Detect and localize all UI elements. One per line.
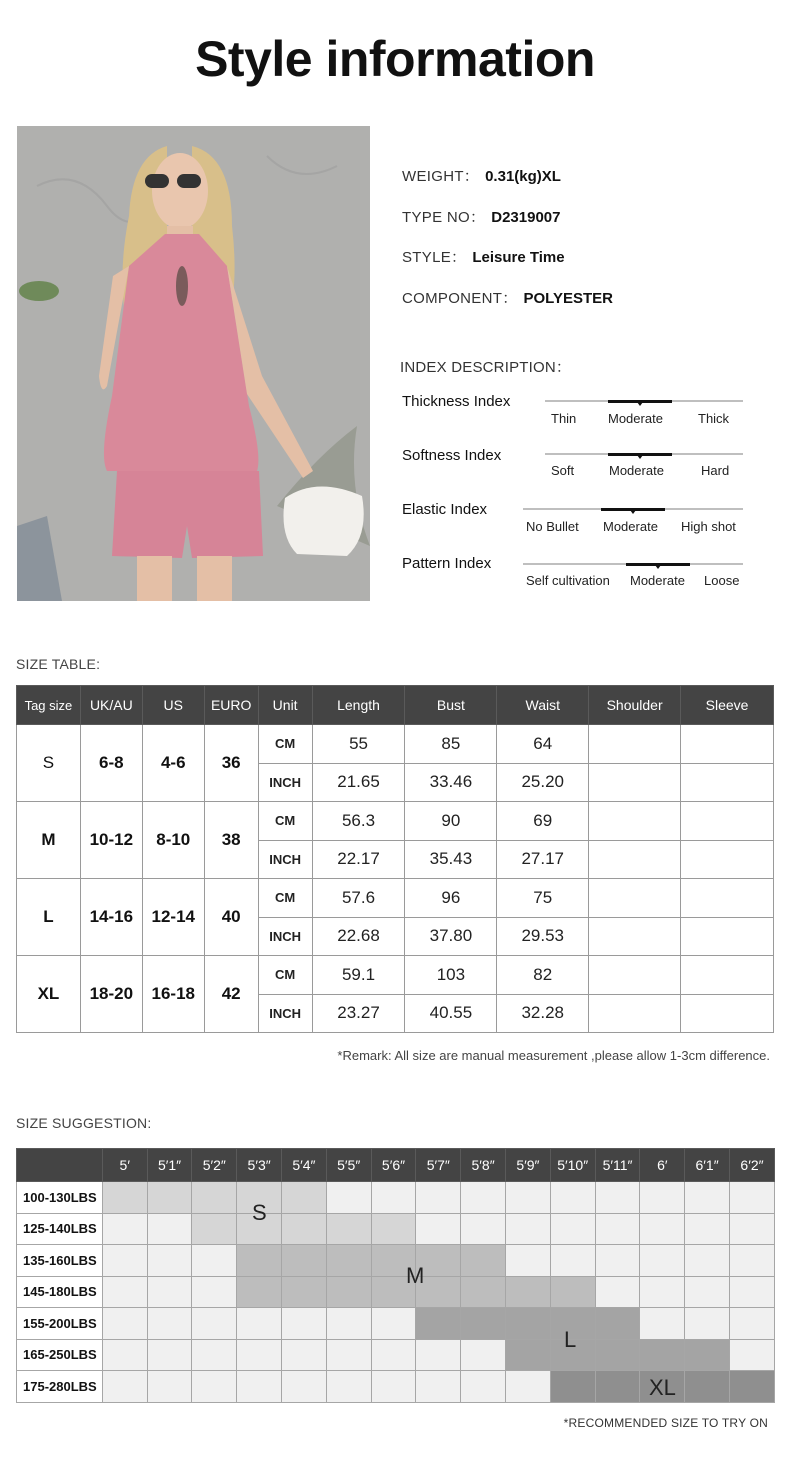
spec-component — [402, 287, 613, 308]
table-row — [17, 802, 774, 841]
softness-option: Soft — [551, 463, 575, 478]
grid-cell — [147, 1213, 192, 1245]
euro-size: 42 — [204, 956, 258, 1033]
sleeve-value — [681, 725, 774, 764]
height-header-row — [17, 1149, 775, 1182]
thickness-option: Thick — [698, 411, 730, 426]
height-header: 5′2″ — [192, 1149, 237, 1182]
grid-cell-s — [192, 1213, 237, 1245]
unit: CM — [258, 879, 312, 918]
unit: INCH — [258, 840, 312, 879]
grid-cell — [595, 1213, 640, 1245]
height-header: 5′10″ — [550, 1149, 595, 1182]
page-title: Style information — [195, 31, 595, 87]
height-header: 5′3″ — [237, 1149, 282, 1182]
column-header: UK/AU — [80, 686, 142, 725]
elastic-selected-marker — [601, 508, 665, 511]
grid-cell — [282, 1339, 327, 1371]
column-header: EURO — [204, 686, 258, 725]
grid-cell-m — [282, 1276, 327, 1308]
grid-cell — [595, 1276, 640, 1308]
height-header: 5′6″ — [371, 1149, 416, 1182]
grid-cell — [640, 1276, 685, 1308]
grid-cell-xl — [550, 1371, 595, 1403]
weight-label: 145-180LBS — [17, 1276, 103, 1308]
waist-value: 69 — [497, 802, 589, 841]
sleeve-value — [681, 840, 774, 879]
grid-cell — [461, 1182, 506, 1214]
grid-cell — [685, 1213, 730, 1245]
shoulder-value — [589, 725, 681, 764]
waist-value: 27.17 — [497, 840, 589, 879]
grid-cell-m — [237, 1245, 282, 1277]
sleeve-value — [681, 879, 774, 918]
grid-cell — [506, 1182, 551, 1214]
thickness-option: Thin — [551, 411, 577, 426]
shoulder-value — [589, 956, 681, 995]
grid-cell — [102, 1308, 147, 1340]
grid-cell-m — [506, 1276, 551, 1308]
bust-value: 40.55 — [405, 994, 497, 1033]
grid-cell-xl — [685, 1371, 730, 1403]
height-header: 5′ — [102, 1149, 147, 1182]
grid-cell — [640, 1213, 685, 1245]
grid-cell — [102, 1245, 147, 1277]
pattern-selected-marker — [626, 563, 690, 566]
size-table-header-row — [17, 686, 774, 725]
grid-cell — [506, 1245, 551, 1277]
uk-size: 10-12 — [80, 802, 142, 879]
grid-cell — [685, 1182, 730, 1214]
spec-key: COMPONENT： — [402, 290, 518, 307]
euro-size: 36 — [204, 725, 258, 802]
us-size: 12-14 — [142, 879, 204, 956]
column-header: Shoulder — [589, 686, 681, 725]
grid-cell — [102, 1213, 147, 1245]
recommendation-footnote: *RECOMMENDED SIZE TO TRY ON — [563, 1416, 768, 1430]
length-value: 55 — [312, 725, 405, 764]
grid-cell-l — [685, 1339, 730, 1371]
zone-label-xl: XL — [649, 1375, 676, 1400]
unit: INCH — [258, 763, 312, 802]
grid-cell — [371, 1308, 416, 1340]
length-value: 21.65 — [312, 763, 405, 802]
weight-label: 100-130LBS — [17, 1182, 103, 1214]
grid-cell-s — [192, 1182, 237, 1214]
elastic-option: High shot — [681, 519, 736, 534]
column-header: Bust — [405, 686, 497, 725]
column-header: Unit — [258, 686, 312, 725]
spec-value: D2319007 — [491, 209, 561, 226]
softness-option: Hard — [701, 463, 730, 478]
pattern-option: Moderate — [630, 573, 685, 588]
table-row — [17, 725, 774, 764]
shoulder-value — [589, 879, 681, 918]
spec-key: STYLE： — [402, 249, 467, 266]
uk-size: 6-8 — [80, 725, 142, 802]
grid-cell — [416, 1213, 461, 1245]
shoulder-value — [589, 840, 681, 879]
zone-label-s: S — [252, 1200, 267, 1225]
height-header: 6′1″ — [685, 1149, 730, 1182]
size-suggestion-grid — [16, 1148, 775, 1403]
height-header: 5′5″ — [326, 1149, 371, 1182]
column-header: Waist — [497, 686, 589, 725]
bust-value: 37.80 — [405, 917, 497, 956]
shoulder-value — [589, 763, 681, 802]
spec-style — [402, 246, 565, 267]
tag-size: XL — [17, 956, 81, 1033]
grid-cell-l — [416, 1308, 461, 1340]
length-value: 22.68 — [312, 917, 405, 956]
height-header: 5′8″ — [461, 1149, 506, 1182]
unit: CM — [258, 725, 312, 764]
weight-label: 165-250LBS — [17, 1339, 103, 1371]
length-value: 23.27 — [312, 994, 405, 1033]
weight-row — [17, 1213, 775, 1245]
spec-type-no — [402, 206, 560, 227]
grid-cell — [640, 1182, 685, 1214]
grid-cell — [685, 1276, 730, 1308]
grid-cell — [192, 1371, 237, 1403]
grid-cell — [730, 1276, 775, 1308]
grid-cell — [506, 1213, 551, 1245]
grid-cell-s — [371, 1213, 416, 1245]
spec-weight — [402, 165, 561, 186]
grid-cell-s — [147, 1182, 192, 1214]
waist-value: 75 — [497, 879, 589, 918]
zone-label-m: M — [406, 1263, 425, 1288]
weight-row — [17, 1245, 775, 1277]
grid-cell — [192, 1339, 237, 1371]
grid-cell — [730, 1213, 775, 1245]
weight-row — [17, 1308, 775, 1340]
grid-cell-s — [102, 1182, 147, 1214]
weight-label: 135-160LBS — [17, 1245, 103, 1277]
grid-cell-m — [326, 1245, 371, 1277]
grid-cell — [595, 1182, 640, 1214]
grid-cell — [685, 1308, 730, 1340]
grid-cell — [550, 1245, 595, 1277]
grid-cell-xl — [595, 1371, 640, 1403]
height-header: 5′11″ — [595, 1149, 640, 1182]
grid-cell — [102, 1276, 147, 1308]
grid-cell-m — [550, 1276, 595, 1308]
grid-cell — [102, 1339, 147, 1371]
table-row — [17, 879, 774, 918]
grid-cell — [147, 1245, 192, 1277]
grid-cell-xl — [730, 1371, 775, 1403]
spec-value: 0.31(kg)XL — [485, 168, 561, 185]
thickness-option: Moderate — [608, 411, 663, 426]
tag-size: S — [17, 725, 81, 802]
bust-value: 85 — [405, 725, 497, 764]
sleeve-value — [681, 994, 774, 1033]
grid-cell — [550, 1213, 595, 1245]
grid-cell-m — [237, 1276, 282, 1308]
table-row — [17, 956, 774, 995]
height-header: 6′2″ — [730, 1149, 775, 1182]
height-header: 5′7″ — [416, 1149, 461, 1182]
measurement-remark: *Remark: All size are manual measurement ,please allow 1-3cm difference. — [337, 1048, 770, 1063]
softness-selected-marker — [608, 453, 672, 456]
weight-label: 155-200LBS — [17, 1308, 103, 1340]
grid-cell-s — [282, 1213, 327, 1245]
grid-cell-s — [282, 1182, 327, 1214]
length-value: 57.6 — [312, 879, 405, 918]
grid-cell — [326, 1371, 371, 1403]
grid-cell — [506, 1371, 551, 1403]
grid-cell — [371, 1182, 416, 1214]
grid-cell — [102, 1371, 147, 1403]
unit: CM — [258, 956, 312, 995]
column-header: Sleeve — [681, 686, 774, 725]
grid-cell-m — [282, 1245, 327, 1277]
uk-size: 14-16 — [80, 879, 142, 956]
corner-cell — [17, 1149, 103, 1182]
grid-cell — [730, 1182, 775, 1214]
product-photo — [17, 126, 370, 601]
size-suggestion-heading: SIZE SUGGESTION: — [16, 1115, 152, 1131]
column-header: Length — [312, 686, 405, 725]
waist-value: 32.28 — [497, 994, 589, 1033]
spec-key: TYPE NO： — [402, 209, 486, 226]
grid-cell — [282, 1308, 327, 1340]
grid-cell — [147, 1276, 192, 1308]
column-header: Tag size — [17, 686, 81, 725]
softness-option: Moderate — [609, 463, 664, 478]
column-header: US — [142, 686, 204, 725]
us-size: 8-10 — [142, 802, 204, 879]
grid-cell-m — [461, 1276, 506, 1308]
waist-value: 29.53 — [497, 917, 589, 956]
grid-cell-m — [461, 1245, 506, 1277]
grid-cell — [192, 1245, 237, 1277]
grid-cell-l — [595, 1308, 640, 1340]
thickness-index-label: Thickness Index — [402, 393, 511, 410]
length-value: 59.1 — [312, 956, 405, 995]
sleeve-value — [681, 763, 774, 802]
grid-cell — [147, 1308, 192, 1340]
grid-cell — [326, 1182, 371, 1214]
thickness-selected-marker — [608, 400, 672, 403]
waist-value: 25.20 — [497, 763, 589, 802]
height-header: 6′ — [640, 1149, 685, 1182]
euro-size: 38 — [204, 802, 258, 879]
spec-value: Leisure Time — [472, 249, 565, 266]
waist-value: 64 — [497, 725, 589, 764]
unit: INCH — [258, 917, 312, 956]
grid-cell — [640, 1308, 685, 1340]
sleeve-value — [681, 802, 774, 841]
unit: CM — [258, 802, 312, 841]
shoulder-value — [589, 917, 681, 956]
height-header: 5′1″ — [147, 1149, 192, 1182]
euro-size: 40 — [204, 879, 258, 956]
grid-cell — [461, 1371, 506, 1403]
unit: INCH — [258, 994, 312, 1033]
grid-cell — [730, 1245, 775, 1277]
grid-cell — [416, 1371, 461, 1403]
grid-cell-l — [640, 1339, 685, 1371]
shoulder-value — [589, 802, 681, 841]
grid-cell — [237, 1371, 282, 1403]
us-size: 16-18 — [142, 956, 204, 1033]
grid-cell — [282, 1371, 327, 1403]
sleeve-value — [681, 956, 774, 995]
weight-row — [17, 1276, 775, 1308]
grid-cell — [371, 1339, 416, 1371]
height-header: 5′9″ — [506, 1149, 551, 1182]
weight-row — [17, 1182, 775, 1214]
grid-cell — [192, 1276, 237, 1308]
spec-value: POLYESTER — [523, 290, 613, 307]
grid-cell-m — [326, 1276, 371, 1308]
grid-cell — [461, 1213, 506, 1245]
weight-row — [17, 1339, 775, 1371]
grid-cell — [730, 1339, 775, 1371]
grid-cell — [550, 1182, 595, 1214]
pattern-option: Self cultivation — [526, 573, 610, 588]
grid-cell — [237, 1308, 282, 1340]
pattern-option: Loose — [704, 573, 740, 588]
us-size: 4-6 — [142, 725, 204, 802]
weight-label: 175-280LBS — [17, 1371, 103, 1403]
zone-label-l: L — [564, 1327, 577, 1352]
grid-cell — [326, 1308, 371, 1340]
pattern-index-label: Pattern Index — [402, 555, 492, 572]
grid-cell — [147, 1339, 192, 1371]
elastic-option: Moderate — [603, 519, 658, 534]
sleeve-value — [681, 917, 774, 956]
grid-cell-l — [461, 1308, 506, 1340]
grid-cell — [685, 1245, 730, 1277]
bust-value: 103 — [405, 956, 497, 995]
bust-value: 90 — [405, 802, 497, 841]
grid-cell — [595, 1245, 640, 1277]
softness-index-label: Softness Index — [402, 447, 502, 464]
grid-cell — [640, 1245, 685, 1277]
grid-cell — [147, 1371, 192, 1403]
grid-cell — [416, 1182, 461, 1214]
grid-cell-l — [595, 1339, 640, 1371]
shoulder-value — [589, 994, 681, 1033]
index-description-heading: INDEX DESCRIPTION： — [400, 359, 572, 376]
waist-value: 82 — [497, 956, 589, 995]
uk-size: 18-20 — [80, 956, 142, 1033]
tag-size: L — [17, 879, 81, 956]
length-value: 22.17 — [312, 840, 405, 879]
grid-cell-s — [326, 1213, 371, 1245]
length-value: 56.3 — [312, 802, 405, 841]
size-table-heading: SIZE TABLE: — [16, 656, 101, 672]
grid-cell-l — [506, 1339, 551, 1371]
grid-cell — [192, 1308, 237, 1340]
weight-label: 125-140LBS — [17, 1213, 103, 1245]
grid-cell — [371, 1371, 416, 1403]
bust-value: 35.43 — [405, 840, 497, 879]
grid-cell-l — [506, 1308, 551, 1340]
elastic-option: No Bullet — [526, 519, 579, 534]
grid-cell — [326, 1339, 371, 1371]
spec-key: WEIGHT： — [402, 168, 480, 185]
grid-cell — [730, 1308, 775, 1340]
tag-size: M — [17, 802, 81, 879]
grid-cell — [416, 1339, 461, 1371]
height-header: 5′4″ — [282, 1149, 327, 1182]
grid-cell — [237, 1339, 282, 1371]
size-table — [16, 685, 774, 1033]
grid-cell — [461, 1339, 506, 1371]
bust-value: 96 — [405, 879, 497, 918]
bust-value: 33.46 — [405, 763, 497, 802]
elastic-index-label: Elastic Index — [402, 501, 488, 518]
